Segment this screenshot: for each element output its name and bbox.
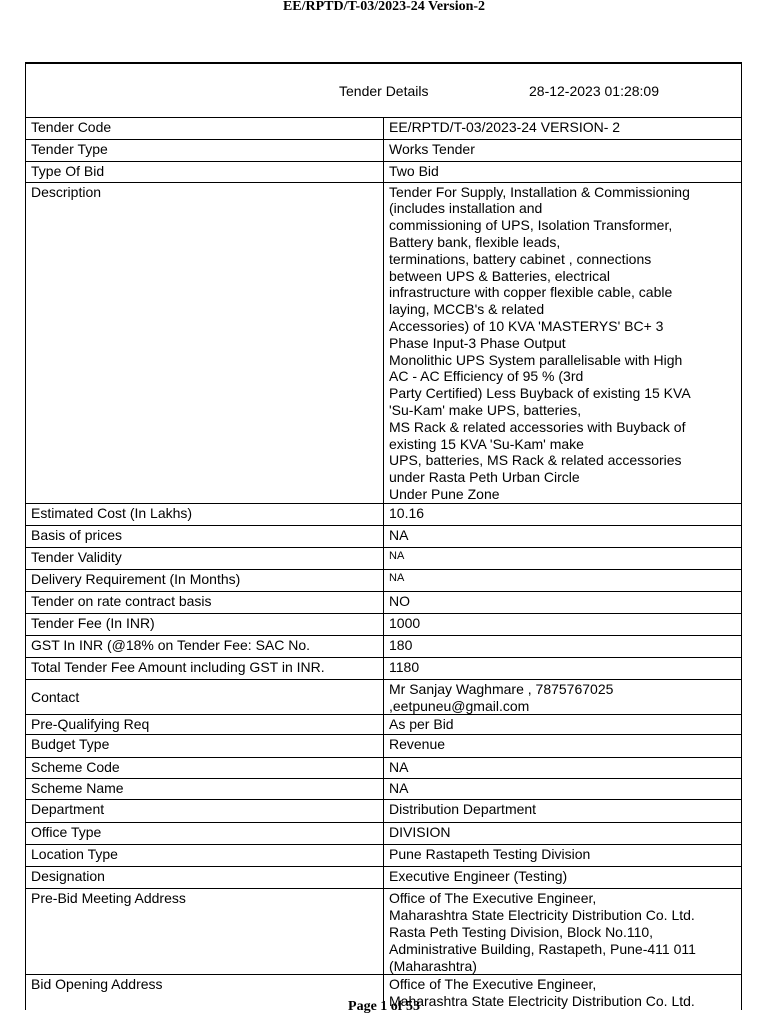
table-title-cell bbox=[26, 63, 742, 117]
field-label: Tender Fee (In INR) bbox=[26, 613, 384, 635]
field-label: Tender Validity bbox=[26, 547, 384, 569]
field-value: Executive Engineer (Testing) bbox=[384, 867, 742, 889]
row-description bbox=[26, 182, 742, 503]
page-number: Page 1 of 53 bbox=[348, 999, 420, 1014]
field-label: Delivery Requirement (In Months) bbox=[26, 569, 384, 591]
row-basis-of-prices bbox=[26, 525, 742, 547]
field-label: Total Tender Fee Amount including GST in INR. bbox=[26, 657, 384, 679]
row-tender-code bbox=[26, 117, 742, 139]
field-value: Office of The Executive Engineer, Maharashtra State Electricity Distribution Co. Ltd. bbox=[384, 975, 742, 1010]
row-department bbox=[26, 800, 742, 823]
row-rate-contract-basis bbox=[26, 591, 742, 613]
row-tender-validity bbox=[26, 547, 742, 569]
row-tender-type bbox=[26, 139, 742, 161]
field-value: 1180 bbox=[384, 657, 742, 679]
field-value: DIVISION bbox=[384, 823, 742, 845]
row-designation bbox=[26, 867, 742, 889]
field-label: Basis of prices bbox=[26, 525, 384, 547]
field-label: Type Of Bid bbox=[26, 161, 384, 182]
row-scheme-name bbox=[26, 779, 742, 800]
row-pre-bid-meeting-address bbox=[26, 889, 742, 975]
row-budget-type bbox=[26, 735, 742, 758]
row-office-type bbox=[26, 823, 742, 845]
field-value: Distribution Department bbox=[384, 800, 742, 823]
field-label: Designation bbox=[26, 867, 384, 889]
field-label: GST In INR (@18% on Tender Fee: SAC No. bbox=[26, 635, 384, 657]
field-value: EE/RPTD/T-03/2023-24 VERSION- 2 bbox=[384, 117, 742, 139]
field-value: 180 bbox=[384, 635, 742, 657]
field-value: NA bbox=[384, 525, 742, 547]
field-label: Tender Type bbox=[26, 139, 384, 161]
field-label: Budget Type bbox=[26, 735, 384, 758]
row-location-type bbox=[26, 845, 742, 867]
field-value: Mr Sanjay Waghmare , 7875767025 ,eetpuneu@gmail.com bbox=[384, 679, 742, 715]
field-value: Two Bid bbox=[384, 161, 742, 182]
row-total-tender-fee bbox=[26, 657, 742, 679]
row-delivery-requirement bbox=[26, 569, 742, 591]
generated-timestamp: 28-12-2023 01:28:09 bbox=[529, 82, 659, 99]
row-pre-qualifying-req bbox=[26, 715, 742, 735]
field-value: NA bbox=[384, 547, 742, 569]
field-label: Department bbox=[26, 800, 384, 823]
field-value: As per Bid bbox=[384, 715, 742, 735]
row-contact bbox=[26, 679, 742, 715]
field-value: Revenue bbox=[384, 735, 742, 758]
field-label: Estimated Cost (In Lakhs) bbox=[26, 503, 384, 525]
field-value: 10.16 bbox=[384, 503, 742, 525]
table-title: Tender Details bbox=[339, 82, 429, 99]
field-label: Scheme Code bbox=[26, 758, 384, 779]
field-value: Pune Rastapeth Testing Division bbox=[384, 845, 742, 867]
field-value: NO bbox=[384, 591, 742, 613]
field-value: NA bbox=[384, 758, 742, 779]
field-value: NA bbox=[384, 779, 742, 800]
field-label: Office Type bbox=[26, 823, 384, 845]
field-label: Tender Code bbox=[26, 117, 384, 139]
tender-details-table bbox=[25, 62, 742, 1010]
field-label: Tender on rate contract basis bbox=[26, 591, 384, 613]
field-value: Tender For Supply, Installation & Commissioning (includes installation and commissioning of UPS, Isolation Transformer, Battery bank, flexible leads, terminations, battery cabinet , connections between UPS & Batteries, electrical infrastructure with copper flexible cable, cable laying, MCCB's & related Accessories) of 10 KVA 'MASTERYS' BC+ 3 Phase Input-3 Phase Output Monolithic UPS System parallelisable with High AC - AC Efficiency of 95 % (3rd Party Certified) Less Buyback of existing 15 KVA 'Su-Kam' make UPS, batteries, MS Rack & related accessories with Buyback of existing 15 KVA 'Su-Kam' make UPS, batteries, MS Rack & related accessories under Rasta Peth Urban Circle Under Pune Zone bbox=[384, 182, 742, 503]
row-gst bbox=[26, 635, 742, 657]
field-value: 1000 bbox=[384, 613, 742, 635]
field-value: NA bbox=[384, 569, 742, 591]
field-label: Pre-Qualifying Req bbox=[26, 715, 384, 735]
field-value: Office of The Executive Engineer, Maharashtra State Electricity Distribution Co. Ltd. Rasta Peth Testing Division, Block No.110, Administrative Building, Rastapeth, Pune-411 011 (Maharashtra) bbox=[384, 889, 742, 975]
row-tender-fee bbox=[26, 613, 742, 635]
field-value: Works Tender bbox=[384, 139, 742, 161]
field-label: Location Type bbox=[26, 845, 384, 867]
document-header-title: EE/RPTD/T-03/2023-24 Version-2 bbox=[282, 0, 486, 14]
field-label: Scheme Name bbox=[26, 779, 384, 800]
field-label: Contact bbox=[26, 679, 384, 715]
field-label: Pre-Bid Meeting Address bbox=[26, 889, 384, 975]
row-type-of-bid bbox=[26, 161, 742, 182]
row-estimated-cost bbox=[26, 503, 742, 525]
field-label: Description bbox=[26, 182, 384, 503]
table-title-row bbox=[26, 63, 742, 117]
row-scheme-code bbox=[26, 758, 742, 779]
field-label: Bid Opening Address bbox=[26, 975, 384, 1010]
